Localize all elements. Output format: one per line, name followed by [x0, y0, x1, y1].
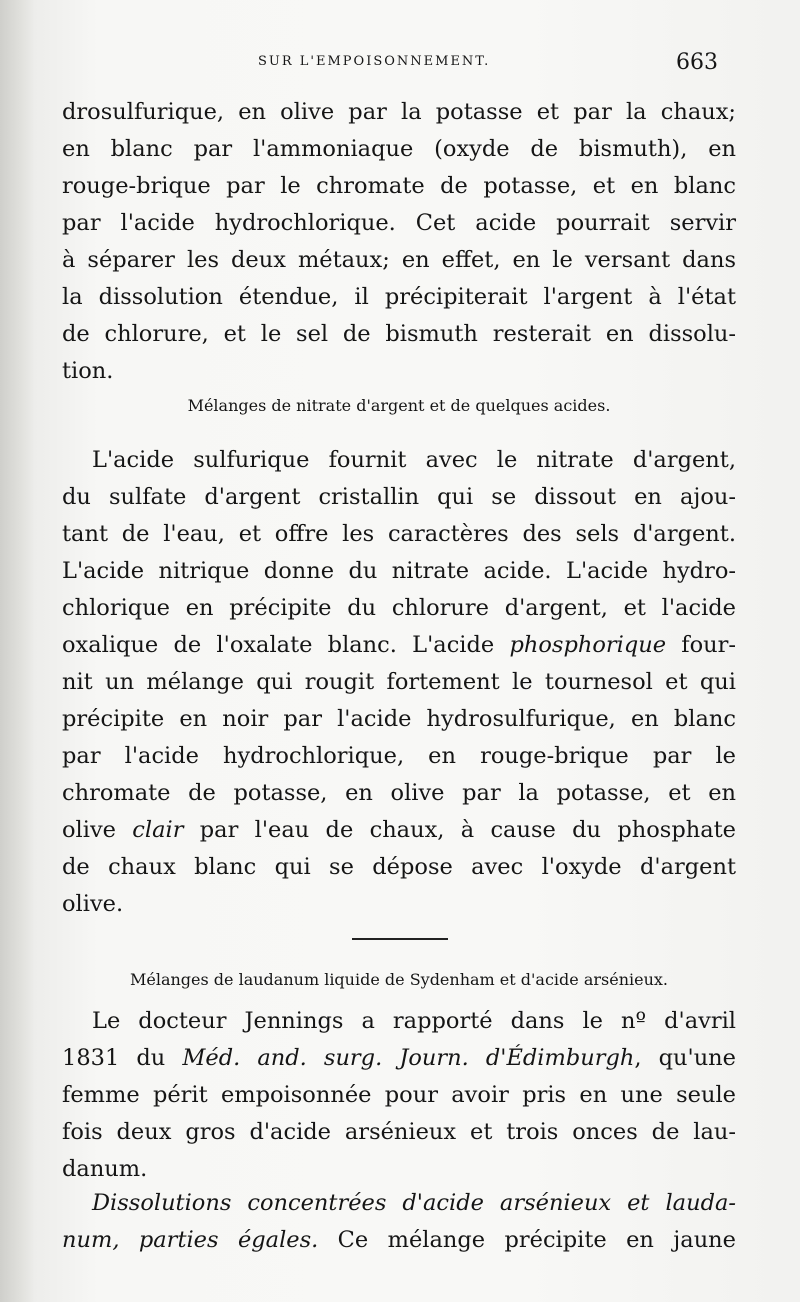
text-run: oxalique de l'oxalate blanc. L'acide	[62, 632, 510, 658]
page-header	[0, 50, 800, 76]
text-line	[62, 1185, 736, 1222]
text-line: du sulfate d'argent cristallin qui se dissout en ajou-	[62, 484, 736, 510]
text-line: L'acide nitrique donne du nitrate acide. L'acide hydro-	[62, 558, 736, 584]
text-line	[62, 1040, 736, 1077]
text-line	[62, 1222, 736, 1259]
text-line	[62, 627, 736, 664]
italic-term: clair	[132, 817, 184, 843]
text-line: la dissolution étendue, il précipiterait l'argent à l'état	[62, 284, 736, 310]
text-line: tion.	[62, 358, 114, 384]
text-line: de chaux blanc qui se dépose avec l'oxyde d'argent	[62, 854, 736, 880]
text-line: olive.	[62, 891, 124, 917]
text-line: fois deux gros d'acide arsénieux et trois onces de lau-	[62, 1119, 736, 1145]
section-heading-silver-nitrate: Mélanges de nitrate d'argent et de quelques acides.	[187, 396, 611, 415]
italic-run: Dissolutions concentrées d'acide arsénieux et lauda-	[92, 1190, 736, 1216]
section-heading-laudanum: Mélanges de laudanum liquide de Sydenham et d'acide arsénieux.	[129, 970, 669, 989]
text-run: Ce mélange précipite en jaune	[318, 1227, 736, 1253]
text-line: de chlorure, et le sel de bismuth resterait en dissolu-	[62, 321, 736, 347]
text-line: précipite en noir par l'acide hydrosulfurique, en blanc	[62, 706, 736, 732]
text-line: nit un mélange qui rougit fortement le tournesol et qui	[62, 669, 736, 695]
text-line: drosulfurique, en olive par la potasse et par la chaux;	[62, 99, 736, 125]
text-line: à séparer les deux métaux; en effet, en le versant dans	[62, 247, 736, 273]
page-number: 663	[676, 50, 718, 75]
section-divider	[352, 938, 448, 940]
text-line: par l'acide hydrochlorique, en rouge-brique par le	[62, 743, 736, 769]
text-line: rouge-brique par le chromate de potasse, et en blanc	[62, 173, 736, 199]
text-line: L'acide sulfurique fournit avec le nitrate d'argent,	[92, 447, 736, 473]
paragraph-2	[62, 442, 736, 923]
text-line	[62, 812, 736, 849]
page-gutter	[0, 0, 34, 1302]
text-run: 1831 du	[62, 1045, 183, 1071]
text-run: , qu'une	[634, 1045, 736, 1071]
italic-run: num, parties égales.	[62, 1227, 319, 1253]
text-line: tant de l'eau, et offre les caractères des sels d'argent.	[62, 521, 736, 547]
journal-title: Méd. and. surg. Journ. d'Édimburgh	[182, 1045, 635, 1071]
paragraph-4	[62, 1185, 736, 1259]
italic-term: phosphorique	[509, 632, 667, 658]
paragraph-1	[62, 94, 736, 390]
text-run: par l'eau de chaux, à cause du phosphate	[183, 817, 736, 843]
text-line: par l'acide hydrochlorique. Cet acide pourrait servir	[62, 210, 736, 236]
text-line: en blanc par l'ammoniaque (oxyde de bismuth), en	[62, 136, 736, 162]
text-line: chromate de potasse, en olive par la potasse, et en	[62, 780, 736, 806]
text-line: femme périt empoisonnée pour avoir pris en une seule	[62, 1082, 736, 1108]
running-title: SUR L'EMPOISONNEMENT.	[258, 54, 491, 69]
text-line: chlorique en précipite du chlorure d'argent, et l'acide	[62, 595, 736, 621]
text-line: Le docteur Jennings a rapporté dans le nº d'avril	[92, 1008, 736, 1034]
text-run: four-	[666, 632, 737, 658]
paragraph-3	[62, 1003, 736, 1188]
text-line: danum.	[62, 1156, 148, 1182]
text-run: olive	[62, 817, 133, 843]
